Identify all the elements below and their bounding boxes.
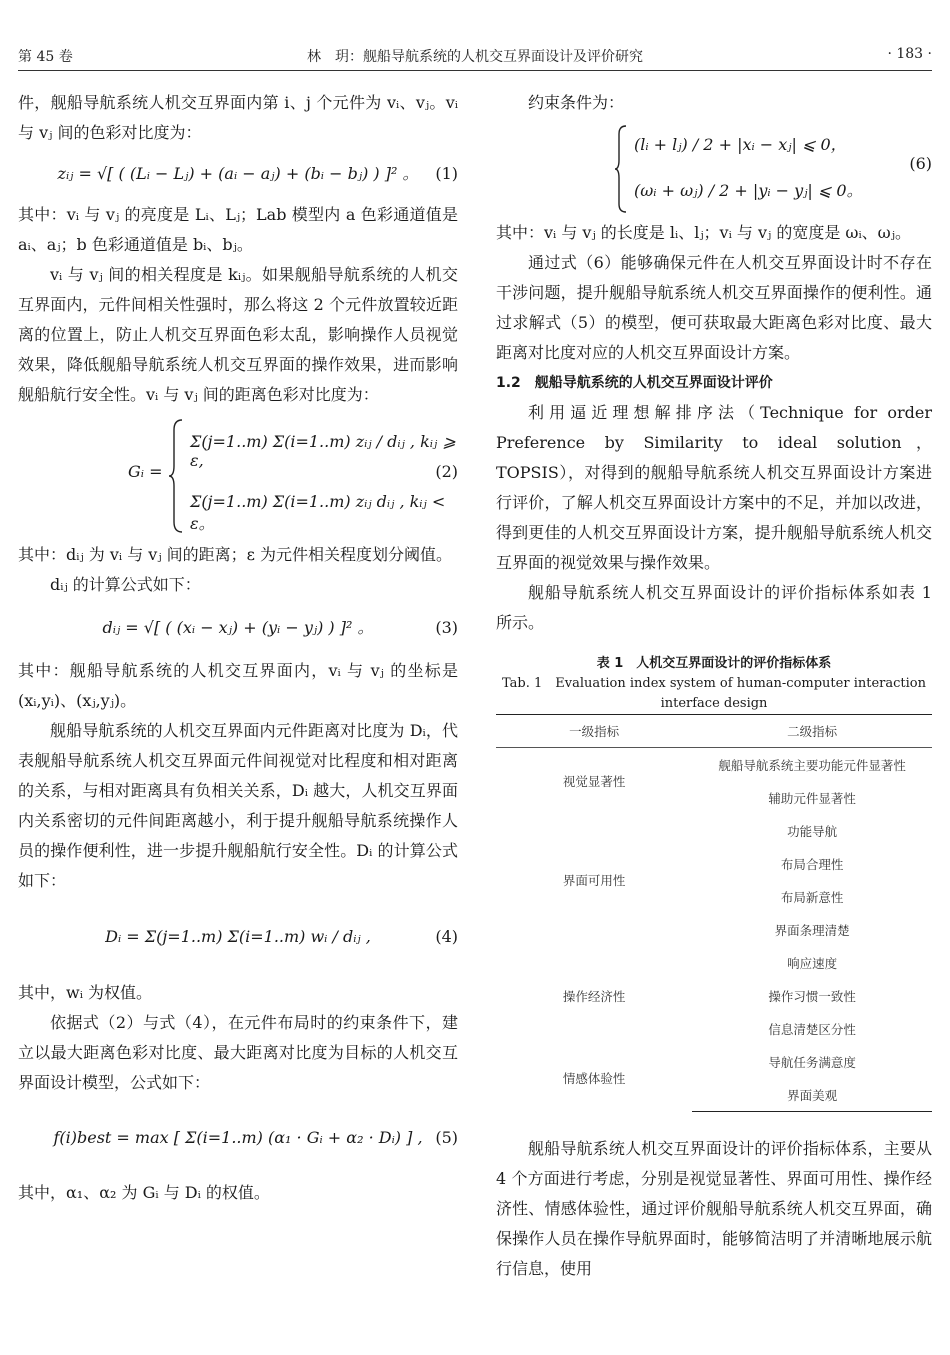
paragraph: 其中，α₁、α₂ 为 Gᵢ 与 Dᵢ 的权值。 (18, 1183, 270, 1202)
left-column (18, 88, 458, 1208)
header-primary: 一级指标 (496, 715, 692, 748)
paragraph: 舰船导航系统人机交互界面设计的评价指标体系如表 1 所示。 (496, 583, 932, 632)
equation-1 (18, 148, 458, 200)
paragraph: 其中，wᵢ 为权值。 (18, 983, 153, 1002)
section-heading: 1.2 舰船导航系统的人机交互界面设计评价 (496, 375, 773, 391)
journal-volume: 第 45 卷 (18, 49, 73, 65)
equation-4 (18, 896, 458, 978)
primary-cell: 视觉显著性 (562, 774, 626, 789)
paragraph: 其中：dᵢⱼ 为 vᵢ 与 vⱼ 间的距离；ε 为元件相关程度划分阈值。 (18, 545, 453, 564)
paragraph: vᵢ 与 vⱼ 间的相关程度是 kᵢⱼ。如果舰船导航系统的人机交互界面内，元件间相关性强时，那么将这 2 个元件放置较近距离的位置上，防止人机交互界面色彩太乱，影响操作人员视觉效果，降低舰船导航系统人机交互界面的操作效果，进而影响舰船航行安全性。vᵢ 与 vⱼ 间的距离色彩对比度为： (18, 265, 458, 404)
equation-6-case-2: (ωᵢ + ωⱼ) / 2 + |yᵢ − yⱼ| ⩽ 0。 (634, 181, 863, 200)
right-column (496, 88, 932, 1284)
paragraph: 依据式（2）与式（4），在元件布局时的约束条件下，建立以最大距离色彩对比度、最大距离对比度为目标的人机交互界面设计模型，公式如下： (18, 1013, 458, 1092)
paragraph: 约束条件为： (528, 93, 625, 112)
paragraph: 其中：舰船导航系统的人机交互界面内，vᵢ 与 vⱼ 的坐标是 (xᵢ,yᵢ)、(xⱼ,yⱼ)。 (18, 661, 458, 710)
secondary-cell: 布局合理性 (780, 856, 844, 872)
equation-4-body: Dᵢ = Σ(j=1..m) Σ(i=1..m) wᵢ / dᵢⱼ , (105, 927, 371, 946)
table-row (496, 946, 932, 979)
equation-2-number: (2) (435, 462, 458, 481)
secondary-cell: 界面条理清楚 (774, 922, 850, 938)
running-header (0, 0, 950, 65)
page-number: · 183 · (887, 46, 932, 62)
equation-4-number: (4) (435, 927, 458, 946)
secondary-cell: 信息清楚区分性 (768, 1021, 856, 1037)
equation-2-case-2: Σ(j=1..m) Σ(i=1..m) zᵢⱼ dᵢⱼ , kᵢⱼ < ε。 (190, 492, 446, 533)
equation-6-number: (6) (909, 154, 932, 173)
running-title: 林 玥：舰船导航系统的人机交互界面设计及评价研究 (307, 49, 643, 65)
primary-cell: 操作经济性 (562, 988, 626, 1004)
equation-2 (18, 410, 458, 540)
secondary-cell: 辅助元件显著性 (768, 790, 856, 806)
table-row (496, 814, 932, 847)
left-brace-icon (168, 418, 184, 534)
equation-3-body: dᵢⱼ = √[ ( (xᵢ − xⱼ) + (yᵢ − yⱼ) ) ]² 。 (102, 618, 374, 637)
secondary-cell: 布局新意性 (780, 889, 844, 905)
header-secondary: 二级指标 (692, 715, 932, 748)
paragraph: 舰船导航系统人机交互界面设计的评价指标体系，主要从 4 个方面进行考虑，分别是视觉显著性、界面可用性、操作经济性、情感体验性，通过评价舰船导航系统人机交互界面，确保操作人员在操作导航界面时，能够简洁明了并清晰地展示航行信息，使用 (496, 1139, 932, 1278)
equation-3 (18, 600, 458, 656)
table-row (496, 1045, 932, 1078)
secondary-cell: 操作习惯一致性 (768, 988, 856, 1004)
paragraph: 通过式（6）能够确保元件在人机交互界面设计时不存在干涉问题，提升舰船导航系统人机交互界面操作的便利性。通过求解式（5）的模型，便可获取最大距离色彩对比度、最大距离对比度对应的人机交互界面设计方案。 (496, 253, 932, 362)
header-rule (18, 70, 932, 71)
equation-5-body: f(i)best = max [ Σ(i=1..m) (α₁ · Gᵢ + α₂ · Dᵢ) ] , (53, 1128, 423, 1147)
secondary-cell: 舰船导航系统主要功能元件显著性 (718, 757, 906, 773)
paragraph: 利用逼近理想解排序法（Technique for order Preference by Similarity to ideal solution，TOPSIS），对得到的舰船导航系统人机交互界面设计方案进行评价，了解人机交互界面设计方案中的不足，并加以改进，得到更佳的人机交互界面设计方案，提升舰船导航系统人机交互界面的视觉效果与操作效果。 (496, 403, 932, 572)
paragraph: 其中：vᵢ 与 vⱼ 的亮度是 Lᵢ、Lⱼ；Lab 模型内 a 色彩通道值是 aᵢ、aⱼ；b 色彩通道值是 bᵢ、bⱼ。 (18, 205, 458, 254)
paragraph: 其中：vᵢ 与 vⱼ 的长度是 lᵢ、lⱼ；vᵢ 与 vⱼ 的宽度是 ωᵢ、ωⱼ。 (496, 223, 911, 242)
primary-cell: 界面可用性 (562, 873, 626, 888)
equation-3-number: (3) (435, 618, 458, 637)
equation-5-number: (5) (435, 1128, 458, 1147)
evaluation-index-table (496, 714, 932, 1112)
equation-1-number: (1) (435, 164, 458, 183)
table-header-row (496, 715, 932, 748)
secondary-cell: 功能导航 (787, 823, 838, 839)
left-brace-icon (614, 124, 628, 214)
table-caption-cn: 表 1 人机交互界面设计的评价指标体系 (596, 656, 832, 671)
paragraph: 件，舰船导航系统人机交互界面内第 i、j 个元件为 vᵢ、vⱼ。vᵢ 与 vⱼ 间的色彩对比度为： (18, 93, 458, 142)
table-caption-en: Tab. 1 Evaluation index system of human-computer interaction interface design (502, 676, 926, 711)
table-row (496, 748, 932, 782)
paragraph: dᵢⱼ 的计算公式如下： (50, 575, 201, 594)
equation-6-case-1: (lᵢ + lⱼ) / 2 + |xᵢ − xⱼ| ⩽ 0， (634, 135, 847, 154)
secondary-cell: 界面美观 (692, 1078, 932, 1112)
equation-5 (18, 1098, 458, 1178)
equation-2-case-1: Σ(j=1..m) Σ(i=1..m) zᵢⱼ / dᵢⱼ , kᵢⱼ ⩾ ε, (190, 432, 456, 470)
primary-cell: 情感体验性 (562, 1071, 626, 1087)
equation-1-body: zᵢⱼ = √[ ( (Lᵢ − Lⱼ) + (aᵢ − aⱼ) + (bᵢ − bⱼ) ) ]² 。 (57, 164, 419, 183)
secondary-cell: 响应速度 (787, 955, 838, 971)
equation-6 (496, 118, 932, 218)
equation-2-lhs: Gᵢ = (128, 462, 163, 481)
paragraph: 舰船导航系统的人机交互界面内元件距离对比度为 Dᵢ，代表舰船导航系统人机交互界面元件间视觉对比程度和相对距离的关系，与相对距离具有负相关关系，Dᵢ 越大，人机交互界面内关系密切的元件间距离越小，利于提升舰船导航系统操作人员的操作便利性，进一步提升舰船航行安全性。Dᵢ 的计算公式如下： (18, 721, 458, 890)
secondary-cell: 导航任务满意度 (768, 1054, 856, 1070)
